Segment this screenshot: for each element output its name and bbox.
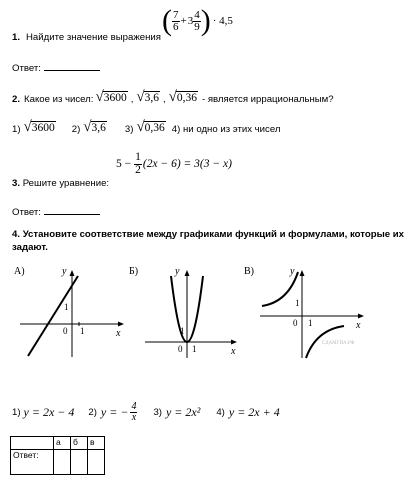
answer-row-label: Ответ: [11,450,54,475]
svg-text:1: 1 [180,326,185,336]
header-v: в [88,437,105,450]
graph-a-label: А) [14,266,25,277]
svg-text:x: x [231,346,236,357]
table-row [11,437,105,450]
formula-options: 1) y = 2x − 4 2) y = − $\frac{4}{x}$ 3) y = 2x² 4) y = 2x + 4 [12,401,280,423]
task1-expression: ( $\frac{7}{6}$ + 3 $\frac{4}{9}$ ) · 4,5 [162,4,233,37]
graph-c-branch-left [262,272,298,306]
svg-text:y: y [175,266,180,277]
y-axis-arrow-icon [300,270,305,276]
svg-text:0: 0 [178,344,183,354]
sqrt-0-36: √ 0,36 [168,89,197,105]
svg-text:y: y [290,266,295,277]
graph-c-label: В) [244,266,254,277]
svg-text:1: 1 [308,318,313,328]
option4-none[interactable]: 4) ни одно из этих чисел [171,124,281,135]
graph-a-line [28,276,78,356]
formula-4[interactable]: y = 2x + 4 [228,405,280,419]
answer-cell-v[interactable] [88,450,105,475]
graph-b [125,262,250,362]
graph-b-label: Б) [129,266,139,277]
svg-text:1: 1 [80,326,85,336]
x-axis-arrow-icon [231,340,237,345]
answer-cell-a[interactable] [54,450,71,475]
graph-a [0,262,135,362]
task4-text: 4. Установите соответствие между графиками функций и формулами, которые их задают. [12,229,405,253]
task3-equation: 5 − $\frac{1}{2}$ (2x − 6) = 3(3 − x) [116,151,232,176]
graph-c [240,262,380,362]
task3-prompt: 3. Решите уравнение: [12,178,110,189]
formula-1[interactable]: y = 2x − 4 [23,405,75,419]
task1-number: 1. [12,32,21,43]
header-b: б [71,437,88,450]
answer-cell-b[interactable] [71,450,88,475]
table-row [11,450,105,475]
y-axis-arrow-icon [70,270,75,276]
svg-text:0: 0 [293,318,298,328]
header-a: а [54,437,71,450]
task3-answer: Ответ: [12,206,100,218]
fraction-4-9: $\frac{4}{9}$ [194,8,200,33]
svg-text:y: y [62,266,67,277]
task1-answer: Ответ: [12,62,100,74]
sqrt-3600: √ 3600 [95,89,127,105]
fraction-4-x: $\frac{4}{x}$ [131,401,137,423]
x-axis-arrow-icon [118,322,124,327]
answer-table [10,436,105,475]
svg-text:1: 1 [192,344,197,354]
fraction-1-2: $\frac{1}{2}$ [135,151,141,176]
answer-blank[interactable] [44,62,100,71]
answer-blank[interactable] [44,206,100,215]
svg-text:x: x [356,320,361,331]
x-axis-arrow-icon [358,314,364,319]
formula-2[interactable]: y = − $\frac{4}{x}$ [100,401,137,423]
y-axis-arrow-icon [185,270,190,276]
svg-text:1: 1 [64,302,69,312]
svg-text:1: 1 [295,298,300,308]
option2-sqrt-3-6[interactable]: √ 3,6 [83,119,106,135]
task2-options: 1) √ 3600 2) √ 3,6 3) √ 0,36 4) ни одно из этих чисел [12,119,281,135]
fraction-7-6: $\frac{7}{6}$ [173,8,179,33]
option3-sqrt-0-36[interactable]: √ 0,36 [136,119,165,135]
task2-question: 2. Какое из чисел: √ 3600 , √ 3,6 , √ 0,36 - является иррациональным? [12,89,334,105]
svg-text:x: x [116,328,121,339]
option1-sqrt-3600[interactable]: √ 3600 [23,119,55,135]
formula-3[interactable]: y = 2x² [165,405,201,419]
task1-text: Найдите значение выражения [26,32,161,43]
sqrt-3-6: √ 3,6 [136,89,159,105]
svg-text:0: 0 [63,326,68,336]
watermark: СДАМГИА.РФ [322,341,355,346]
